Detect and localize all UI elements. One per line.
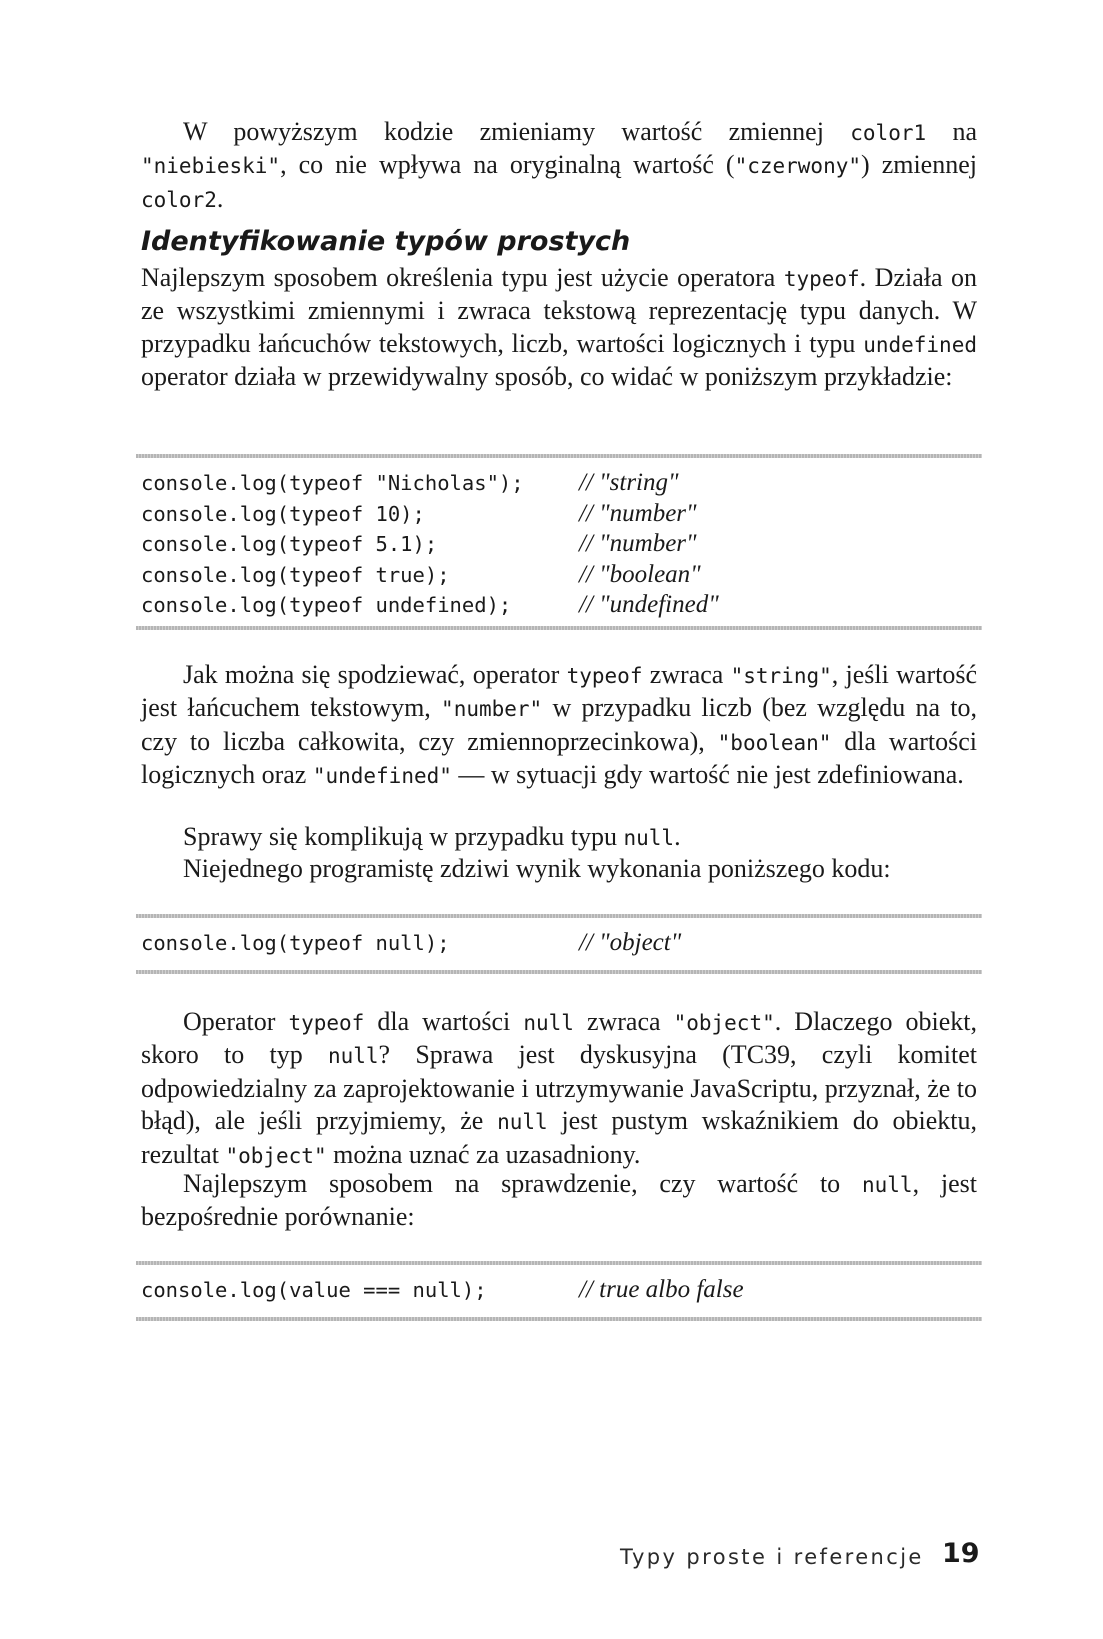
code-line (141, 928, 977, 959)
text-run: zwraca (573, 1007, 674, 1036)
code-comment: // "number" (579, 530, 697, 557)
text-run: W powyższym kodzie zmieniamy wartość zmiennej (183, 117, 851, 146)
code-comment: // true albo false (579, 1276, 744, 1303)
inline-code: "boolean" (717, 730, 832, 755)
inline-code: null (623, 826, 675, 850)
inline-code: "object" (673, 1011, 775, 1035)
text-run: Najlepszym sposobem określenia typu jest użycie operatora (141, 263, 784, 292)
text-run: ) zmiennej (861, 150, 977, 180)
code-rule-bottom (136, 970, 982, 974)
inline-code: "number" (441, 697, 543, 722)
code-rule-bottom (136, 1317, 982, 1321)
inline-code: "niebieski" (141, 154, 281, 179)
code-line (141, 499, 977, 530)
code-line (141, 1275, 977, 1306)
running-footer-title: Typy proste i referencje (620, 1545, 924, 1569)
code-line (141, 560, 977, 591)
code-comment: // "undefined" (579, 591, 719, 618)
page-number: 19 (942, 1538, 980, 1569)
text-run: Operator (183, 1007, 289, 1036)
text-run: jest pustym wskaźnikiem do obiektu, rezultat (141, 1106, 977, 1169)
text-run: . Dlaczego obiekt, skoro to typ (141, 1007, 977, 1070)
text-run: zwraca (642, 660, 731, 689)
paragraph-typeof-results (141, 659, 977, 793)
paragraph-null-surprise: Niejednego programistę zdziwi wynik wykonania poniższego kodu: (183, 854, 891, 883)
code-comment: // "number" (579, 499, 697, 527)
text-run: — w sytuacji gdy wartość nie jest zdefiniowana. (451, 760, 964, 790)
code-line (141, 590, 977, 621)
paragraph-typeof-intro (141, 262, 977, 394)
inline-code: color1 (850, 121, 927, 145)
code-block-comparison (141, 1275, 977, 1306)
inline-code: undefined (863, 332, 977, 357)
code-line (141, 529, 977, 560)
text-run: , co nie wpływa na oryginalną wartość ( (280, 150, 735, 180)
inline-code: typeof (783, 267, 860, 291)
paragraph-null-comparison (141, 1168, 977, 1234)
code-comment: // "string" (579, 469, 679, 496)
code-line (141, 468, 977, 499)
text-run: . (674, 822, 681, 851)
text-run: Sprawy się komplikują w przypadku typu (183, 822, 624, 851)
text-run: na (926, 117, 978, 146)
text-run: dla wartości logicznych oraz (141, 726, 978, 790)
inline-code: color2 (141, 187, 217, 212)
code-rule-top (136, 454, 982, 458)
paragraph-null-object (141, 1006, 977, 1172)
text-run: Jak można się spodziewać, operator (183, 660, 567, 689)
code-text: console.log(typeof undefined); (141, 593, 512, 617)
inline-code: "object" (225, 1143, 327, 1168)
code-text: console.log(value === null); (141, 1278, 487, 1302)
inline-code: "string" (730, 664, 832, 688)
inline-code: "undefined" (312, 764, 452, 789)
text-run: , jest bezpośrednie porównanie: (141, 1169, 977, 1232)
code-block-typeof (141, 468, 977, 621)
code-rule-top (136, 1261, 982, 1265)
text-run: Najlepszym sposobem na sprawdzenie, czy wartość to (183, 1169, 862, 1198)
code-block-null (141, 928, 977, 959)
paragraph-null-complication (141, 821, 977, 854)
intro-paragraph (141, 116, 977, 216)
text-run: . (216, 183, 224, 213)
text-run: operator działa w przewidywalny sposób, co widać w poniższym przykładzie: (141, 362, 953, 392)
inline-code: typeof (566, 664, 643, 688)
inline-code: null (327, 1044, 379, 1069)
text-run: w przypadku liczb (bez względu na to, czy to liczba całkowita, czy zmiennoprzecinkowa), (141, 693, 978, 756)
code-text: console.log(typeof true); (141, 562, 450, 587)
text-run: , jeśli wartość jest łańcuchem tekstowym, (141, 660, 977, 723)
code-rule-top (136, 914, 982, 918)
code-comment: // "boolean" (579, 560, 701, 588)
text-run: można uznać za uzasadniony. (326, 1139, 641, 1169)
inline-code: null (497, 1110, 548, 1135)
inline-code: null (523, 1011, 574, 1035)
code-comment: // "object" (579, 929, 682, 956)
code-text: console.log(typeof 10); (141, 501, 425, 526)
section-heading: Identyfikowanie typów prostych (141, 226, 631, 257)
code-text: console.log(typeof 5.1); (141, 532, 438, 556)
inline-code: null (862, 1173, 913, 1197)
text-run: dla wartości (364, 1007, 524, 1036)
text-run: . Działa on ze wszystkimi zmiennymi i zwraca tekstową reprezentację typu danych. W przypadku łańcuchów tekstowych, liczb, wartości logicznych i typu (141, 263, 977, 358)
code-rule-bottom (136, 626, 982, 630)
code-text: console.log(typeof "Nicholas"); (141, 471, 524, 495)
text-run: ? Sprawa jest dyskusyjna (TC39, czyli komitet odpowiedzialny za zaprojektowanie i utrzymywanie JavaScriptu, przyznał, że to błąd), ale jeśli przyjmiemy, że (141, 1040, 978, 1136)
inline-code: typeof (288, 1011, 365, 1035)
code-text: console.log(typeof null); (141, 931, 450, 955)
inline-code: "czerwony" (734, 154, 862, 179)
